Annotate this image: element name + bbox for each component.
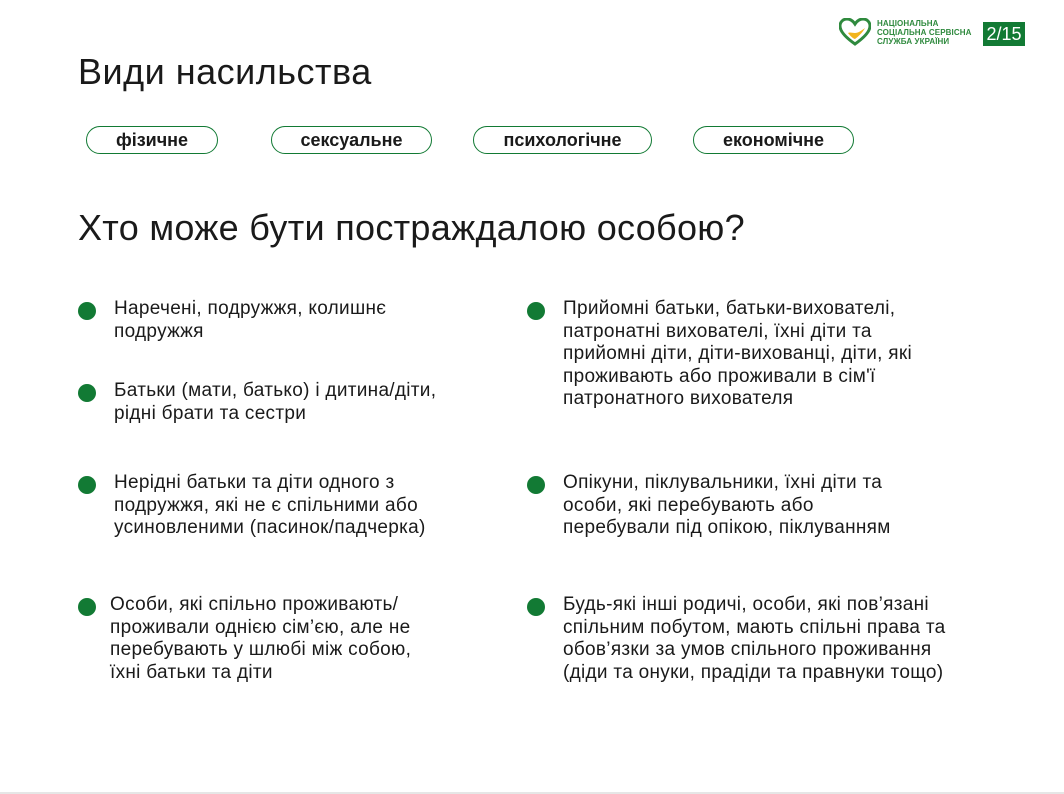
list-item-text (563, 472, 891, 540)
text-line: патронатні вихователі, їхні діти та (563, 320, 872, 342)
text-line: проживали однією сім’єю, але не (110, 616, 411, 638)
chip-economic[interactable]: економічне (693, 126, 854, 154)
list-item-text (114, 380, 436, 425)
text-line: Опікуни, піклувальники, їхні діти та (563, 472, 883, 493)
text-line: подружжя, які не є спільними або (114, 494, 418, 516)
chip-psychological[interactable]: психологічне (473, 126, 652, 154)
list-item-text (114, 472, 426, 540)
list-item (527, 298, 912, 411)
logo-line: СЛУЖБА УКРАЇНИ (877, 36, 950, 46)
text-line: Будь-які інші родичі, особи, які пов’язані (563, 594, 929, 615)
bullet-dot-icon (78, 476, 96, 494)
bullet-dot-icon (527, 476, 545, 494)
list-item (527, 594, 945, 684)
bullet-dot-icon (527, 302, 545, 320)
chip-sexual[interactable]: сексуальне (271, 126, 432, 154)
text-line: усиновленими (пасинок/падчерка) (114, 517, 426, 538)
list-item-text (563, 594, 945, 684)
list-item (78, 380, 436, 425)
bullet-dot-icon (527, 598, 545, 616)
text-line: їхні батьки та діти (110, 661, 273, 683)
page-title: Види насильства (78, 51, 372, 92)
text-line: Прийомні батьки, батьки-вихователі, (563, 298, 896, 319)
chip-physical[interactable]: фізичне (86, 126, 218, 154)
text-line: прийомні діти, діти-вихованці, діти, які (563, 343, 912, 364)
text-line: Батьки (мати, батько) і дитина/діти, (114, 380, 437, 401)
section-title: Хто може бути постраждалою особою? (78, 207, 745, 248)
bullet-dot-icon (78, 302, 96, 320)
text-line: (діди та онуки, прадіди та правнуки тощо) (563, 661, 944, 683)
text-line: перебувають у шлюбі між собою, (110, 639, 412, 660)
text-line: особи, які перебувають або (563, 494, 814, 516)
list-item (527, 472, 891, 540)
text-line: патронатного вихователя (563, 388, 794, 409)
nsss-logo (839, 18, 971, 46)
text-line: обов’язки за умов спільного проживання (563, 639, 932, 660)
text-line: Наречені, подружжя, колишнє (114, 298, 387, 319)
page-indicator: 2/15 (983, 22, 1025, 46)
heart-logo-icon (839, 18, 871, 46)
list-item (78, 594, 411, 684)
logo-line: СОЦІАЛЬНА СЕРВІСНА (877, 27, 972, 37)
list-item-text (110, 594, 411, 684)
bullet-dot-icon (78, 384, 96, 402)
text-line: проживають або проживали в сім'ї (563, 365, 876, 387)
text-line: Нерідні батьки та діти одного з (114, 472, 395, 493)
bullet-dot-icon (78, 598, 96, 616)
violence-types (0, 126, 1064, 156)
text-line: спільним побутом, мають спільні права та (563, 616, 946, 638)
text-line: рідні брати та сестри (114, 402, 307, 424)
logo-line: НАЦІОНАЛЬНА (877, 18, 939, 28)
list-item (78, 298, 386, 343)
list-item-text (114, 298, 386, 343)
list-item-text (563, 298, 912, 411)
logo-text (877, 19, 971, 46)
list-item (78, 472, 426, 540)
text-line: Особи, які спільно проживають/ (110, 594, 399, 615)
text-line: перебували під опікою, піклуванням (563, 517, 891, 538)
text-line: подружжя (114, 320, 204, 342)
